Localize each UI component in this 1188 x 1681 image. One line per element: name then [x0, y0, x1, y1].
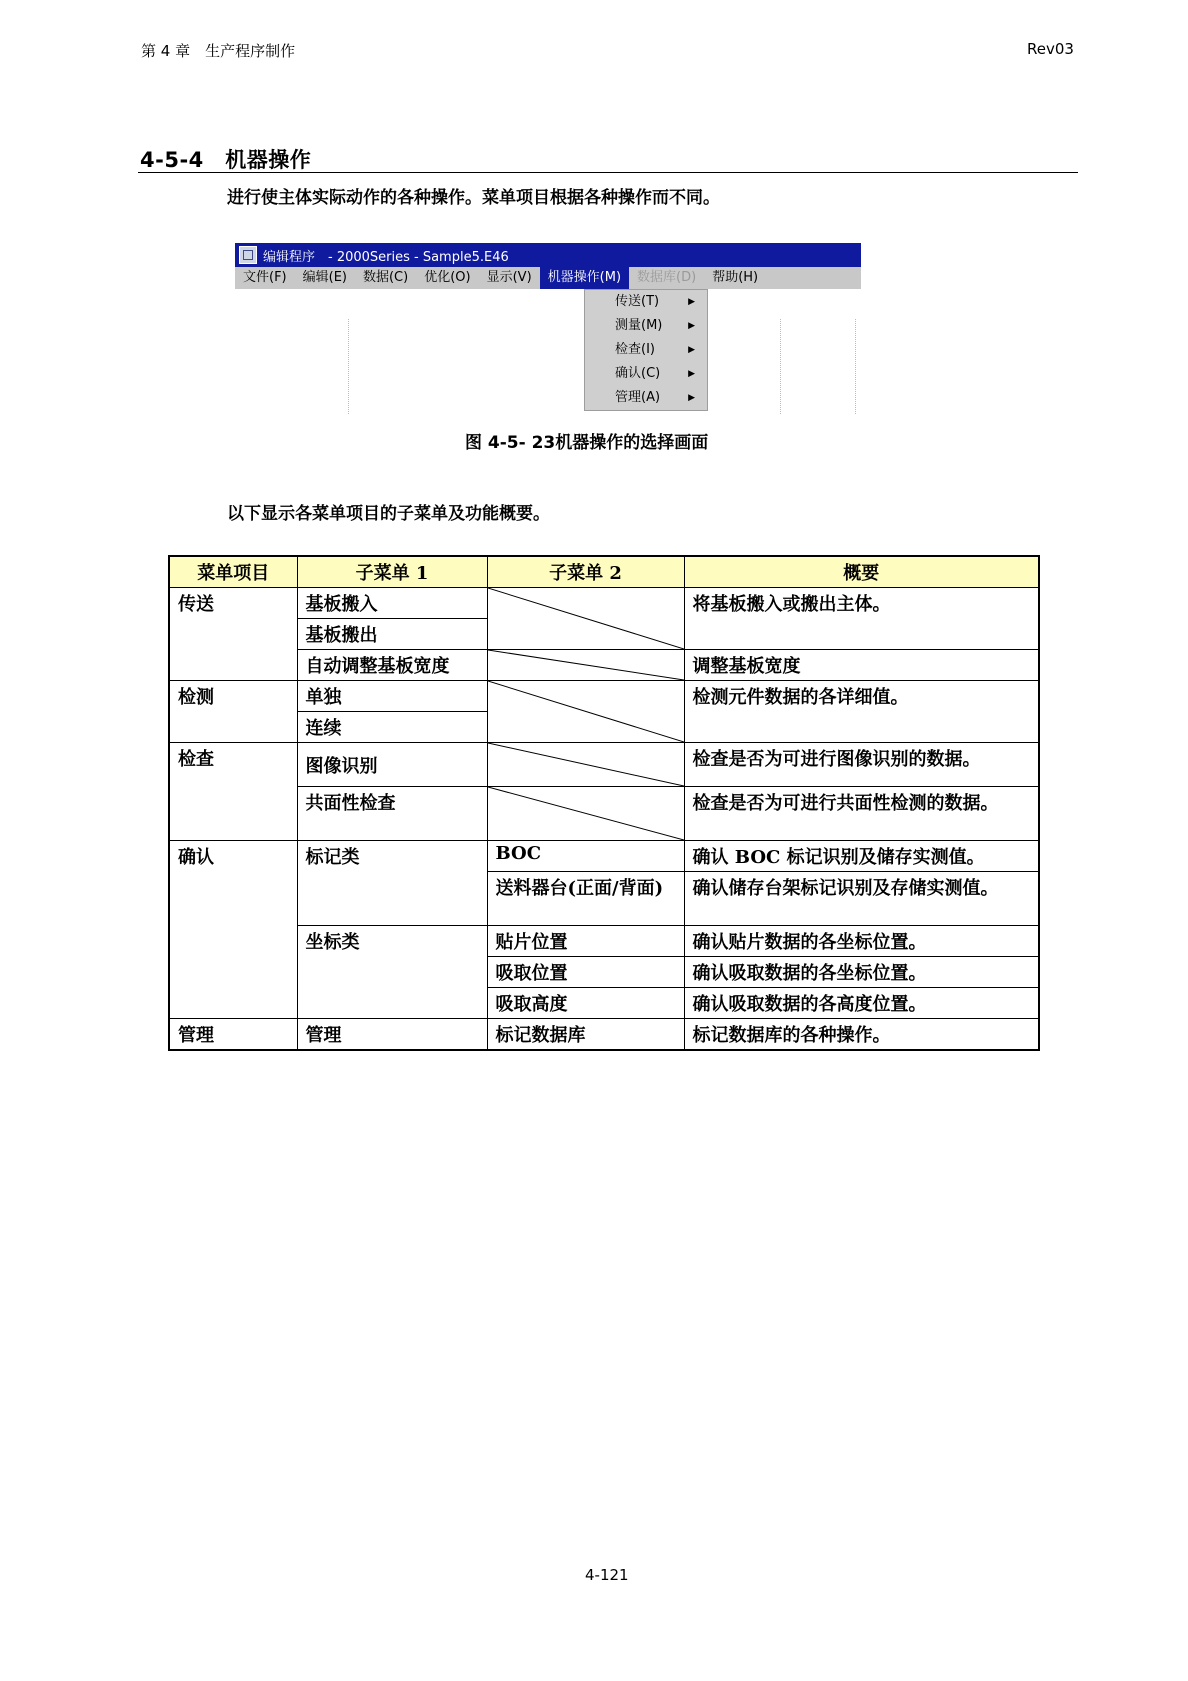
intro-paragraph: 进行使主体实际动作的各种操作。菜单项目根据各种操作而不同。: [227, 188, 720, 208]
empty-diagonal-cell: [487, 743, 684, 787]
table-cell: 确认储存台架标记识别及存储实测值。: [684, 872, 1039, 926]
table-row: [169, 841, 1039, 872]
table-cell: 管理: [297, 1019, 487, 1051]
dropdown-item-transfer[interactable]: 传送(T) ▶: [585, 290, 707, 314]
title-bar: [235, 243, 861, 267]
dropdown-item-inspect[interactable]: 检查(I) ▶: [585, 338, 707, 362]
submenu-arrow-icon: ▶: [688, 345, 695, 355]
table-cell: 将基板搬入或搬出主体。: [684, 588, 1039, 650]
table-cell: 确认吸取数据的各高度位置。: [684, 988, 1039, 1019]
submenu-summary-intro: 以下显示各菜单项目的子菜单及功能概要。: [227, 504, 550, 524]
table-cell: 连续: [297, 712, 487, 743]
table-row: [169, 588, 1039, 619]
table-cell: 检查是否为可进行图像识别的数据。: [684, 743, 1039, 787]
table-cell: 标记数据库的各种操作。: [684, 1019, 1039, 1051]
background-dotted-line: [780, 319, 781, 414]
submenu-table: [168, 555, 1040, 1051]
table-cell: 调整基板宽度: [684, 650, 1039, 681]
table-cell: 贴片位置: [487, 926, 684, 957]
revision-label: Rev03: [1027, 40, 1074, 58]
submenu-arrow-icon: ▶: [688, 369, 695, 379]
table-cell: 检查是否为可进行共面性检测的数据。: [684, 787, 1039, 841]
table-cell: 标记类: [297, 841, 487, 926]
menu-help[interactable]: 帮助(H): [712, 270, 759, 285]
table-cell: BOC: [487, 841, 684, 872]
section-title: 4-5-4 机器操作: [140, 148, 312, 172]
dropdown-item-confirm[interactable]: 确认(C) ▶: [585, 362, 707, 386]
menu-view[interactable]: 显示(V): [486, 270, 532, 285]
table-cell: 单独: [297, 681, 487, 712]
table-cell: 图像识别: [297, 743, 487, 787]
table-cell: 确认 BOC 标记识别及储存实测值。: [684, 841, 1039, 872]
submenu-arrow-icon: ▶: [688, 393, 695, 403]
table-cell: 送料器台(正面/背面): [487, 872, 684, 926]
table-cell: 检查: [169, 743, 297, 841]
table-cell: 确认: [169, 841, 297, 1019]
section-divider: [138, 172, 1078, 173]
empty-diagonal-cell: [487, 787, 684, 841]
table-cell: 标记数据库: [487, 1019, 684, 1051]
header-menu-item: 菜单项目: [169, 556, 297, 588]
app-screenshot: [235, 243, 861, 417]
table-cell: 确认贴片数据的各坐标位置。: [684, 926, 1039, 957]
table-header-row: [169, 556, 1039, 588]
table-row: [169, 650, 1039, 681]
menu-edit[interactable]: 编辑(E): [302, 270, 347, 285]
table-cell: 传送: [169, 588, 297, 681]
table-cell: 基板搬入: [297, 588, 487, 619]
menu-file[interactable]: 文件(F): [243, 270, 287, 285]
table-row: [169, 787, 1039, 841]
menu-database[interactable]: 数据库(D): [637, 270, 697, 285]
background-dotted-line: [855, 319, 856, 414]
menu-machine-operation[interactable]: 机器操作(M): [540, 267, 629, 289]
header-submenu-1: 子菜单 1: [297, 556, 487, 588]
table-row: [169, 926, 1039, 957]
dropdown-item-manage[interactable]: 管理(A) ▶: [585, 386, 707, 410]
table-cell: 检测元件数据的各详细值。: [684, 681, 1039, 743]
empty-diagonal-cell: [487, 588, 684, 650]
window-title: 编辑程序 - 2000Series - Sample5.E46: [263, 249, 509, 265]
table-cell: 共面性检查: [297, 787, 487, 841]
background-dotted-line: [348, 319, 349, 414]
table-row: [169, 743, 1039, 787]
figure-caption: 图 4-5- 23机器操作的选择画面: [465, 433, 709, 453]
table-cell: 基板搬出: [297, 619, 487, 650]
header-summary: 概要: [684, 556, 1039, 588]
menu-bar: [235, 267, 861, 289]
table-cell: 自动调整基板宽度: [297, 650, 487, 681]
chapter-header: 第 4 章 生产程序制作: [141, 42, 296, 60]
empty-diagonal-cell: [487, 650, 684, 681]
table-cell: 吸取位置: [487, 957, 684, 988]
table-row: [169, 1019, 1039, 1051]
submenu-arrow-icon: ▶: [688, 297, 695, 307]
machine-operation-dropdown: [584, 289, 708, 411]
header-submenu-2: 子菜单 2: [487, 556, 684, 588]
page-number: 4-121: [585, 1566, 629, 1584]
table-cell: 吸取高度: [487, 988, 684, 1019]
submenu-arrow-icon: ▶: [688, 321, 695, 331]
empty-diagonal-cell: [487, 681, 684, 743]
dropdown-item-measure[interactable]: 测量(M) ▶: [585, 314, 707, 338]
table-cell: 坐标类: [297, 926, 487, 1019]
menu-data[interactable]: 数据(C): [362, 270, 409, 285]
menu-optimize[interactable]: 优化(O): [424, 270, 471, 285]
table-row: [169, 681, 1039, 712]
table-cell: 检测: [169, 681, 297, 743]
table-cell: 管理: [169, 1019, 297, 1051]
app-window-icon: [239, 246, 257, 264]
table-cell: 确认吸取数据的各坐标位置。: [684, 957, 1039, 988]
